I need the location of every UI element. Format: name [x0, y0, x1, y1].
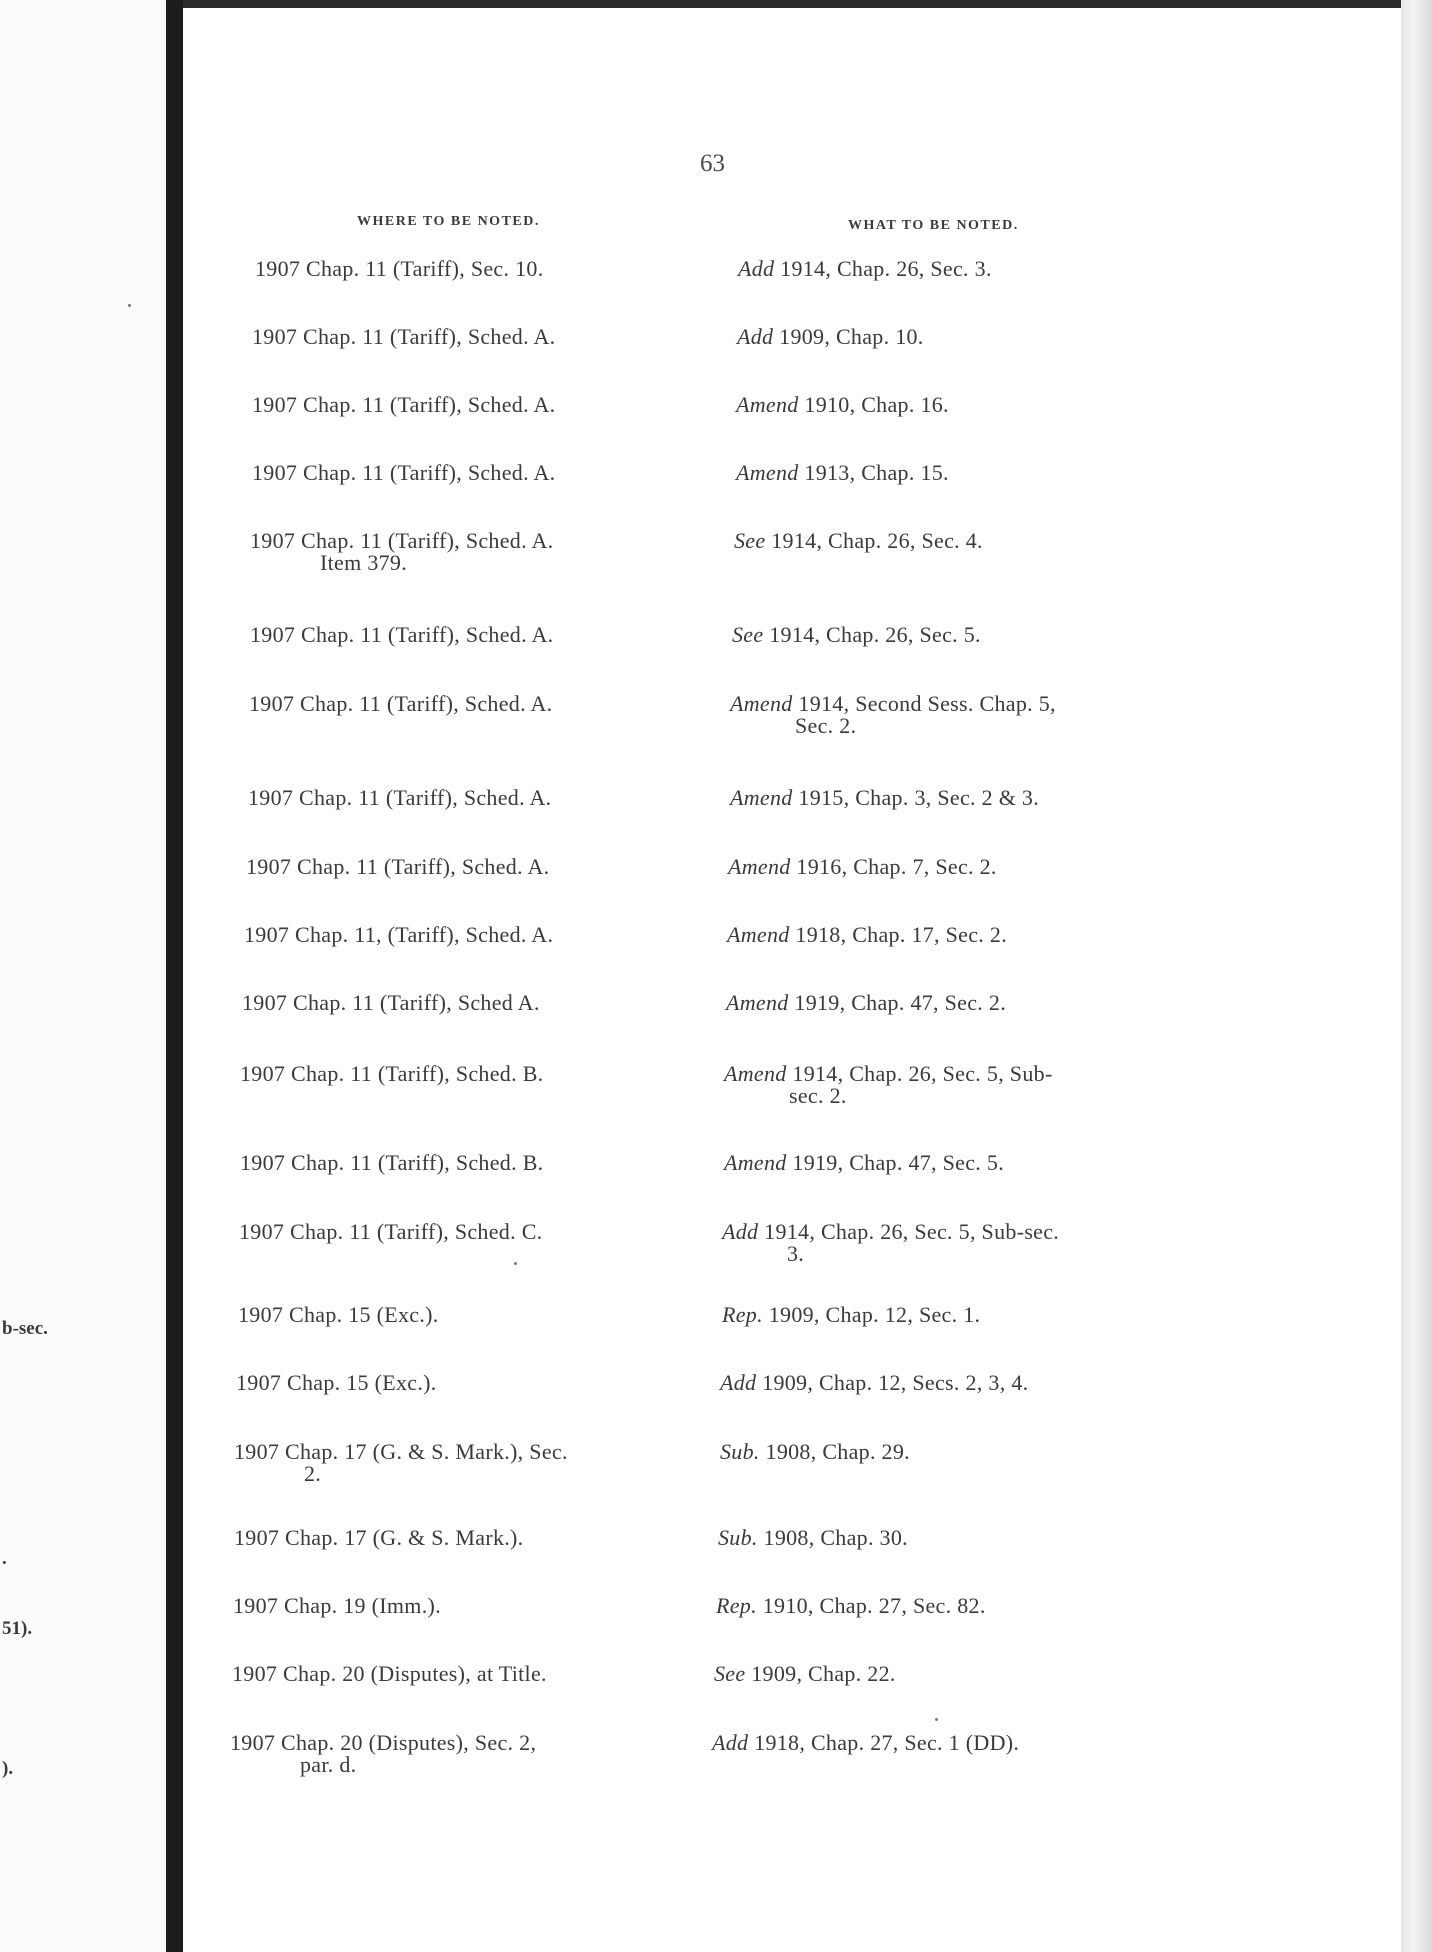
reference-text: 1915, Chap. 3, Sec. 2 & 3. — [798, 785, 1040, 810]
where-text: 1907 Chap. 11 (Tariff), Sched A. — [242, 990, 540, 1015]
reference-text: 1914, Chap. 26, Sec. 4. — [771, 528, 983, 553]
action-verb: Amend — [728, 854, 791, 879]
what-to-be-noted — [720, 1441, 1190, 1463]
where-continuation: 2. — [304, 1461, 322, 1486]
table-row — [0, 924, 1432, 984]
table-row — [0, 258, 1432, 318]
where-to-be-noted — [244, 924, 704, 946]
what-to-be-noted — [738, 258, 1208, 280]
where-to-be-noted — [233, 1595, 693, 1617]
reference-text: 1913, Chap. 15. — [804, 460, 949, 485]
what-to-be-noted — [728, 856, 1198, 878]
what-to-be-noted — [736, 462, 1206, 484]
where-text: 1907 Chap. 17 (G. & S. Mark.). — [234, 1525, 524, 1550]
table-row — [0, 394, 1432, 454]
where-text: 1907 Chap. 11 (Tariff), Sched. A. — [248, 785, 552, 810]
what-to-be-noted — [727, 924, 1197, 946]
reference-text: 1914, Chap. 26, Sec. 5. — [769, 622, 981, 647]
where-to-be-noted — [246, 856, 706, 878]
where-text: 1907 Chap. 11 (Tariff), Sec. 10. — [255, 256, 544, 281]
table-row — [0, 530, 1432, 590]
what-to-be-noted — [736, 394, 1206, 416]
where-text: 1907 Chap. 11 (Tariff), Sched. A. — [252, 324, 556, 349]
reference-text: 1908, Chap. 29. — [765, 1439, 910, 1464]
print-speck — [514, 1262, 517, 1265]
where-to-be-noted — [250, 530, 710, 574]
reference-text: 1914, Second Sess. Chap. 5, — [798, 691, 1056, 716]
action-verb: Sub. — [720, 1439, 760, 1464]
table-row — [0, 1732, 1432, 1792]
table-row — [0, 693, 1432, 753]
reference-text: 1914, Chap. 26, Sec. 5, Sub- — [792, 1061, 1053, 1086]
reference-continuation: sec. 2. — [789, 1083, 847, 1108]
table-row — [0, 624, 1432, 684]
what-to-be-noted — [734, 530, 1204, 552]
reference-text: 1910, Chap. 16. — [804, 392, 949, 417]
action-verb: Amend — [726, 990, 789, 1015]
where-continuation: par. d. — [300, 1752, 357, 1777]
table-row — [0, 1441, 1432, 1501]
where-to-be-noted — [240, 1063, 700, 1085]
action-verb: Amend — [736, 460, 799, 485]
table-row — [0, 1304, 1432, 1364]
where-to-be-noted — [232, 1663, 692, 1685]
reference-text: 1909, Chap. 12, Secs. 2, 3, 4. — [762, 1370, 1029, 1395]
where-text: 1907 Chap. 11 (Tariff), Sched. A. — [246, 854, 550, 879]
where-text: 1907 Chap. 15 (Exc.). — [238, 1302, 439, 1327]
facing-page-fragment: ). — [2, 1758, 14, 1779]
where-to-be-noted — [252, 462, 712, 484]
what-to-be-noted — [730, 693, 1200, 737]
where-to-be-noted — [234, 1527, 694, 1549]
table-row — [0, 1663, 1432, 1723]
where-to-be-noted — [249, 693, 709, 715]
where-to-be-noted — [234, 1441, 694, 1485]
column-header-what: WHAT TO BE NOTED. — [848, 218, 1019, 233]
where-text: 1907 Chap. 11 (Tariff), Sched. C. — [239, 1219, 543, 1244]
facing-page-fragment: . — [2, 1548, 7, 1569]
page-number: 63 — [700, 150, 725, 177]
where-text: 1907 Chap. 15 (Exc.). — [236, 1370, 437, 1395]
where-to-be-noted — [255, 258, 715, 280]
where-text: 1907 Chap. 11 (Tariff), Sched. A. — [252, 460, 556, 485]
where-to-be-noted — [252, 326, 712, 348]
where-to-be-noted — [236, 1372, 696, 1394]
table-row — [0, 462, 1432, 522]
action-verb: Add — [737, 324, 774, 349]
action-verb: Sub. — [718, 1525, 758, 1550]
where-to-be-noted — [250, 624, 710, 646]
what-to-be-noted — [724, 1152, 1194, 1174]
where-to-be-noted — [242, 992, 702, 1014]
where-text: 1907 Chap. 11 (Tariff), Sched. A. — [252, 392, 556, 417]
print-speck — [128, 304, 131, 307]
action-verb: Amend — [730, 785, 793, 810]
action-verb: Add — [722, 1219, 759, 1244]
where-text: 1907 Chap. 11, (Tariff), Sched. A. — [244, 922, 554, 947]
where-text: 1907 Chap. 20 (Disputes), at Title. — [232, 1661, 547, 1686]
what-to-be-noted — [724, 1063, 1194, 1107]
reference-text: 1909, Chap. 12, Sec. 1. — [768, 1302, 981, 1327]
where-text: 1907 Chap. 11 (Tariff), Sched. A. — [250, 528, 554, 553]
facing-page-fragment: b-sec. — [2, 1318, 48, 1339]
reference-continuation: 3. — [787, 1241, 805, 1266]
reference-continuation: Sec. 2. — [795, 713, 857, 738]
table-row — [0, 1152, 1432, 1212]
reference-text: 1908, Chap. 30. — [763, 1525, 908, 1550]
table-row — [0, 1221, 1432, 1281]
where-text: 1907 Chap. 20 (Disputes), Sec. 2, — [230, 1730, 537, 1755]
what-to-be-noted — [714, 1663, 1184, 1685]
reference-text: 1914, Chap. 26, Sec. 3. — [780, 256, 992, 281]
what-to-be-noted — [712, 1732, 1182, 1754]
action-verb: Add — [738, 256, 775, 281]
where-to-be-noted — [230, 1732, 690, 1776]
reference-text: 1916, Chap. 7, Sec. 2. — [796, 854, 997, 879]
what-to-be-noted — [720, 1372, 1190, 1394]
table-row — [0, 1063, 1432, 1123]
where-text: 1907 Chap. 11 (Tariff), Sched. B. — [240, 1150, 544, 1175]
what-to-be-noted — [730, 787, 1200, 809]
where-to-be-noted — [240, 1152, 700, 1174]
where-to-be-noted — [238, 1304, 698, 1326]
where-to-be-noted — [239, 1221, 699, 1243]
reference-text: 1919, Chap. 47, Sec. 2. — [794, 990, 1007, 1015]
reference-text: 1918, Chap. 27, Sec. 1 (DD). — [754, 1730, 1020, 1755]
table-row — [0, 856, 1432, 916]
reference-text: 1919, Chap. 47, Sec. 5. — [792, 1150, 1005, 1175]
table-row — [0, 1372, 1432, 1432]
where-text: 1907 Chap. 11 (Tariff), Sched. A. — [250, 622, 554, 647]
print-speck — [935, 1718, 938, 1721]
what-to-be-noted — [722, 1304, 1192, 1326]
action-verb: See — [734, 528, 766, 553]
action-verb: Amend — [736, 392, 799, 417]
table-row — [0, 992, 1432, 1052]
where-continuation: Item 379. — [320, 550, 408, 575]
reference-text: 1914, Chap. 26, Sec. 5, Sub-sec. — [764, 1219, 1060, 1244]
action-verb: Amend — [730, 691, 793, 716]
reference-text: 1910, Chap. 27, Sec. 82. — [762, 1593, 986, 1618]
action-verb: Add — [720, 1370, 757, 1395]
action-verb: See — [714, 1661, 746, 1686]
action-verb: Amend — [727, 922, 790, 947]
reference-text: 1909, Chap. 22. — [751, 1661, 896, 1686]
what-to-be-noted — [716, 1595, 1186, 1617]
what-to-be-noted — [737, 326, 1207, 348]
what-to-be-noted — [722, 1221, 1192, 1265]
where-text: 1907 Chap. 19 (Imm.). — [233, 1593, 441, 1618]
action-verb: See — [732, 622, 764, 647]
what-to-be-noted — [726, 992, 1196, 1014]
table-row — [0, 1595, 1432, 1655]
facing-page-fragment: 51). — [2, 1618, 33, 1639]
table-row — [0, 787, 1432, 847]
column-header-where: WHERE TO BE NOTED. — [357, 214, 540, 229]
action-verb: Amend — [724, 1150, 787, 1175]
where-text: 1907 Chap. 17 (G. & S. Mark.), Sec. — [234, 1439, 568, 1464]
action-verb: Rep. — [722, 1302, 763, 1327]
action-verb: Add — [712, 1730, 749, 1755]
table-row — [0, 326, 1432, 386]
action-verb: Amend — [724, 1061, 787, 1086]
where-text: 1907 Chap. 11 (Tariff), Sched. A. — [249, 691, 553, 716]
what-to-be-noted — [718, 1527, 1188, 1549]
reference-text: 1918, Chap. 17, Sec. 2. — [795, 922, 1008, 947]
where-to-be-noted — [252, 394, 712, 416]
reference-text: 1909, Chap. 10. — [779, 324, 924, 349]
action-verb: Rep. — [716, 1593, 757, 1618]
where-to-be-noted — [248, 787, 708, 809]
where-text: 1907 Chap. 11 (Tariff), Sched. B. — [240, 1061, 544, 1086]
table-row — [0, 1527, 1432, 1587]
what-to-be-noted — [732, 624, 1202, 646]
